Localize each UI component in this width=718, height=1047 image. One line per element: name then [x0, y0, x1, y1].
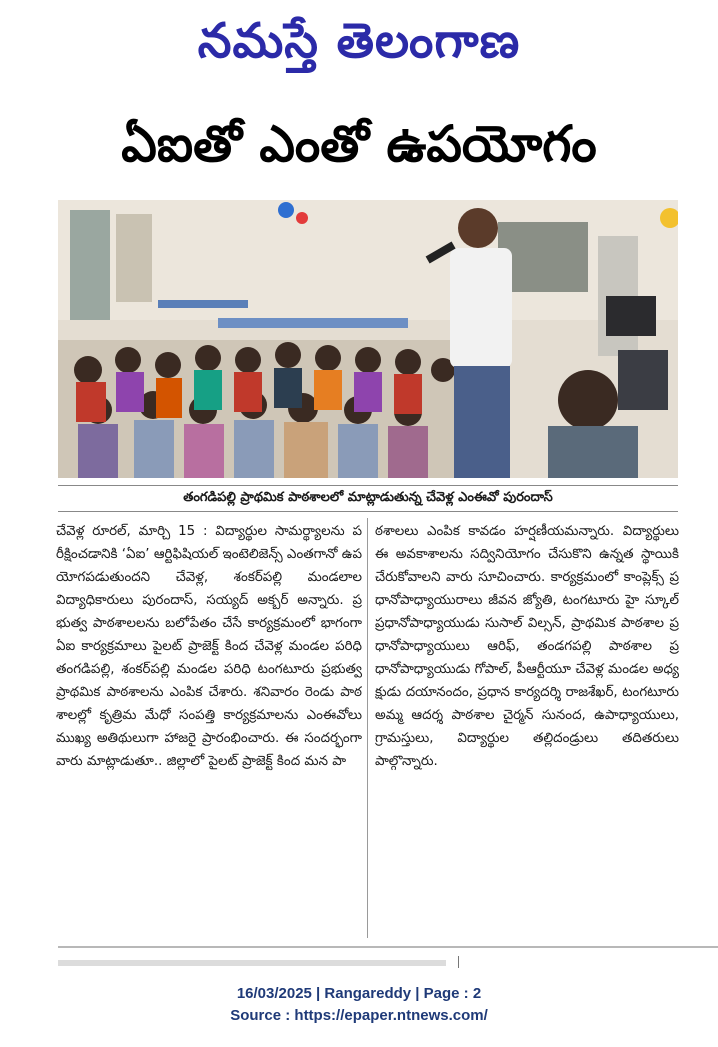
caption-rule-bottom	[58, 511, 678, 512]
footer-source: Source : https://epaper.ntnews.com/	[230, 1007, 488, 1024]
masthead-logo: నమస్తే తెలంగాణ	[197, 13, 521, 69]
article-photo	[58, 200, 678, 478]
page-bottom-bar	[58, 960, 446, 966]
caption-rule-top	[58, 485, 678, 486]
article-body-right: ఠశాలలు ఎంపిక కావడం హర్షణీయమన్నారు. విద్యార్థులు ఈ అవకాశాలను సద్వినియోగం చేసుకొని ఉన్నత స్థాయికి చేరుకోవాలని వారు సూచించారు. కార్యక్రమంలో కాంప్లెక్స్ ప్రధానోపాధ్యాయురాలు జీవన జ్యోతి, టంగటూరు హై స్కూల్ ప్రధానోపాధ్యాయుడు సుసాల్ విల్సన్, ప్రాథమిక పాఠశాల ప్రధానోపాధ్యాయులు ఆరిఫ్, తండగపల్లి పాఠశాల ప్రధానోపాధ్యాయుడు గోపాల్, పీఆర్టీయూ చేవెళ్ల మండల అధ్యక్షుడు దయానందం, ప్రధాన కార్యదర్శి రాజశేఖర్, టంగటూరు అమ్మ ఆదర్శ పాఠశాల చైర్మన్ సునంద, ఉపాధ్యాయులు, గ్రామస్తులు, విద్యార్థుల తల్లిదండ్రులు తదితరులు పాల్గొన్నారు.	[375, 524, 679, 769]
article-column-right	[375, 520, 679, 940]
article-headline: ఏఐతో ఎంతో ఉపయోగం	[121, 115, 597, 173]
page-bottom-tick	[458, 956, 459, 968]
page-bottom-rule	[58, 946, 718, 948]
classroom-photo-illustration	[58, 200, 678, 478]
column-divider	[367, 518, 368, 938]
footer-date-edition: 16/03/2025 | Rangareddy | Page : 2	[236, 985, 482, 1002]
article-column-left	[56, 520, 362, 940]
photo-caption: తంగడిపల్లి ప్రాథమిక పాఠశాలలో మాట్లాడుతున్న చేవెళ్ల ఎంఈవో పురందాస్	[183, 490, 553, 505]
article-body-left: చేవెళ్ల రూరల్, మార్చి 15 : విద్యార్థుల సామర్థ్యాలను పరీక్షించడానికి ‘ఏఐ’ ఆర్టిఫిషియల్ ఇంటెలిజెన్స్ ఎంతగానో ఉపయోగపడుతుందని చేవెళ్ల, శంకర్‌పల్లి మండలాల విద్యాధికారులు పురందాస్, సయ్యద్ అక్బర్ అన్నారు. ప్రభుత్వ పాఠశాలలను బలోపేతం చేసే కార్యక్రమంలో భాగంగా ఏఐ కార్యక్రమాలు పైలట్ ప్రాజెక్ట్ కింద చేవెళ్ల మండల పరిధి తంగడిపల్లి, శంకర్‌పల్లి మండల పరిధి టంగటూరు ప్రభుత్వ ప్రాథమిక పాఠశాలను ఎంపిక చేశారు. శనివారం రెండు పాఠశాలల్లో కృత్రిమ మేధో సంపత్తి కార్యక్రమాలను ఎంఈవోలు ముఖ్య అతిథులుగా హాజరై ప్రారంభించారు. ఈ సందర్భంగా వారు మాట్లాడుతూ.. జిల్లాలో పైలట్ ప్రాజెక్ట్ కింద మన పా	[56, 524, 362, 769]
